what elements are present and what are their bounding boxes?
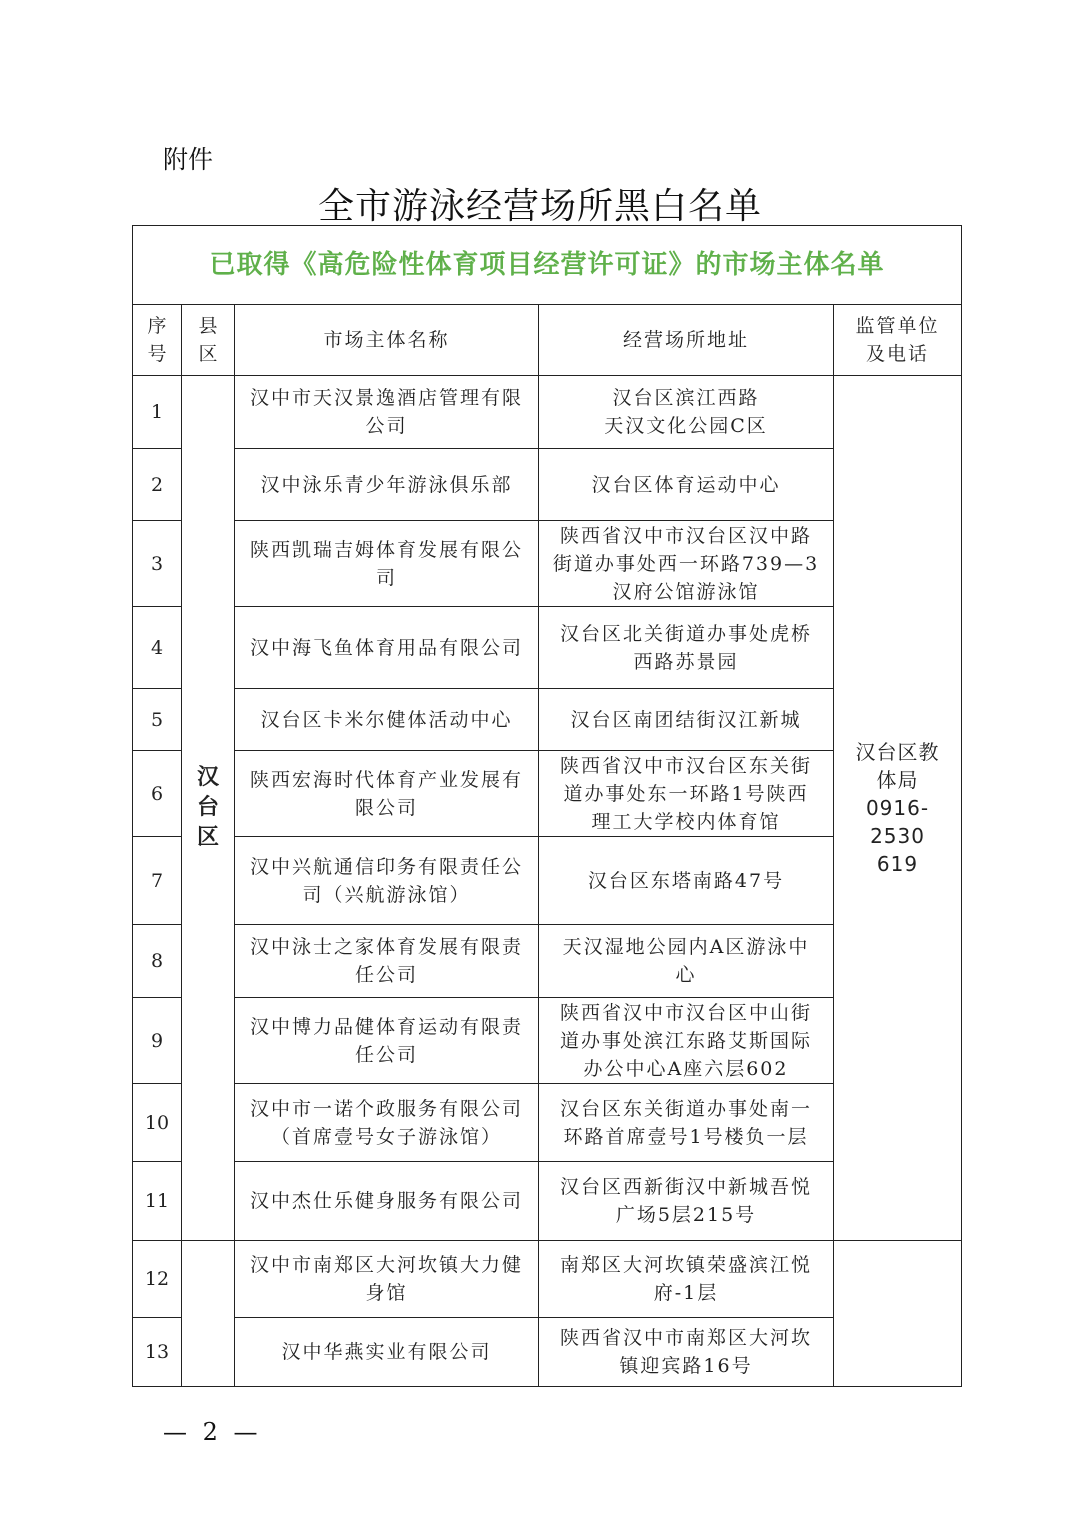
district-char: 汉 [196,765,219,790]
row-address: 汉台区体育运动中心 [539,449,834,521]
header-county: 县 区 [182,305,235,376]
row-entity-name: 汉台区卡米尔健体活动中心 [235,689,539,751]
blacklist-whitelist-table [132,225,962,1387]
row-seq: 11 [133,1162,182,1241]
row-entity-name: 汉中华燕实业有限公司 [235,1318,539,1387]
row-seq: 4 [133,607,182,689]
header-supervisor: 监管单位 及电话 [834,305,962,376]
row-seq: 6 [133,751,182,837]
row-seq: 7 [133,837,182,925]
table-row [133,1241,962,1318]
row-address: 汉台区东关街道办事处南一 环路首席壹号1号楼负一层 [539,1084,834,1162]
row-address: 陕西省汉中市汉台区汉中路 街道办事处西一环路739—3 汉府公馆游泳馆 [539,521,834,607]
row-address: 汉台区南团结街汉江新城 [539,689,834,751]
row-entity-name: 汉中泳乐青少年游泳俱乐部 [235,449,539,521]
row-entity-name: 汉中博力品健体育运动有限责 任公司 [235,998,539,1084]
row-seq: 5 [133,689,182,751]
row-seq: 10 [133,1084,182,1162]
row-address: 汉台区西新街汉中新城吾悦 广场5层215号 [539,1162,834,1241]
row-entity-name: 汉中市一诺个政服务有限公司 （首席壹号女子游泳馆） [235,1084,539,1162]
row-entity-name: 汉中市天汉景逸酒店管理有限 公司 [235,376,539,449]
supervisor-hantai: 汉台区教 体局 0916-2530 619 [834,376,962,1241]
row-seq: 13 [133,1318,182,1387]
row-entity-name: 汉中杰仕乐健身服务有限公司 [235,1162,539,1241]
row-entity-name: 汉中泳士之家体育发展有限责 任公司 [235,925,539,998]
document-title: 全市游泳经营场所黑白名单 [317,186,762,227]
district-char: 台 [196,795,219,820]
row-entity-name: 汉中兴航通信印务有限责任公 司（兴航游泳馆） [235,837,539,925]
row-entity-name: 汉中海飞鱼体育用品有限公司 [235,607,539,689]
district-hantai [182,376,235,1241]
row-entity-name: 陕西宏海时代体育产业发展有 限公司 [235,751,539,837]
row-entity-name: 汉中市南郑区大河坎镇大力健 身馆 [235,1241,539,1318]
row-seq: 8 [133,925,182,998]
district-nanzheng-blank [182,1241,235,1387]
table-row [133,376,962,449]
row-seq: 12 [133,1241,182,1318]
row-seq: 2 [133,449,182,521]
header-seq: 序 号 [133,305,182,376]
district-char: 区 [196,825,219,850]
row-seq: 1 [133,376,182,449]
page-number: — 2 — [163,1418,262,1446]
attachment-label: 附件 [163,145,214,174]
row-address: 南郑区大河坎镇荣盛滨江悦 府-1层 [539,1241,834,1318]
supervisor-nanzheng-blank [834,1241,962,1387]
row-seq: 9 [133,998,182,1084]
row-address: 汉台区东塔南路47号 [539,837,834,925]
row-address: 陕西省汉中市汉台区中山街 道办事处滨江东路艾斯国际 办公中心A座六层602 [539,998,834,1084]
section-title: 已取得《高危险性体育项目经营许可证》的市场主体名单 [133,226,962,305]
row-address: 陕西省汉中市南郑区大河坎 镇迎宾路16号 [539,1318,834,1387]
row-address: 汉台区滨江西路 天汉文化公园C区 [539,376,834,449]
row-seq: 3 [133,521,182,607]
header-entity-name: 市场主体名称 [235,305,539,376]
table-header-row [133,305,962,376]
row-entity-name: 陕西凯瑞吉姆体育发展有限公 司 [235,521,539,607]
row-address: 陕西省汉中市汉台区东关街 道办事处东一环路1号陕西 理工大学校内体育馆 [539,751,834,837]
header-address: 经营场所地址 [539,305,834,376]
row-address: 天汉湿地公园内A区游泳中 心 [539,925,834,998]
row-address: 汉台区北关街道办事处虎桥 西路苏景园 [539,607,834,689]
